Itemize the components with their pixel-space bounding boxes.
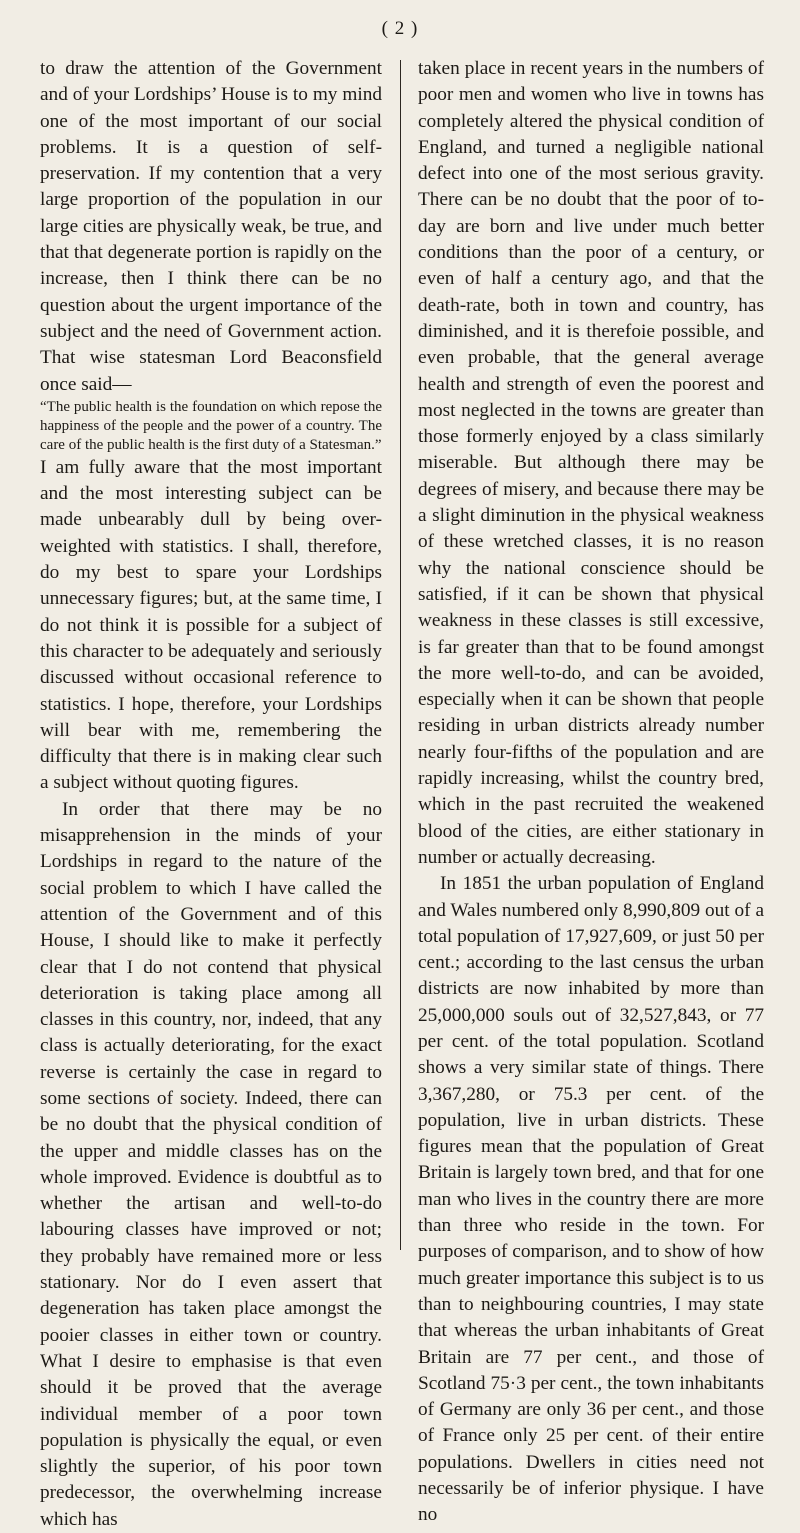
right-column bbox=[418, 56, 764, 1529]
paragraph: I am fully aware that the most important and the most interesting subject can be made unbearably dull by being over-weighted with statistics. I shall, therefore, do my best to spare your Lordships unnecessary figures; but, at the same time, I do not think it is possible for a subject of this character to be adequately and seriously discussed without occasional reference to statistics. I hope, therefore, your Lordships will bear with me, remembering the difficulty that there is in making clear such a subject without quoting figures. bbox=[40, 456, 382, 794]
paragraph: In order that there may be no misapprehension in the minds of your Lordships in regard to the nature of the social problem to which I have called the attention of the Government and of this House, I should like to make it perfectly clear that I do not contend that physical deterioration is taking place among all classes in this country, nor, indeed, that any class is actually deteriorating, for the exact reverse is certainly the case in regard to some sections of society. Indeed, there can be no doubt that the physical condition of the upper and middle classes has on the whole improved. Evidence is doubtful as to whether the artisan and well-to-do labouring classes have improved or not; they probably have remained more or less stationary. Nor do I even assert that degeneration has taken place amongst the pooier classes in either town or country. What I desire to emphasise is that even should it be proved that the average individual member of a poor town population is physically the equal, or even slightly the superior, of his poor town predecessor, the overwhelming increase which has bbox=[40, 798, 382, 1530]
paragraph: to draw the attention of the Government and of your Lordships’ House is to my mind one of the most important of our social problems. It is a question of self-preservation. If my contention that a very large proportion of the population in our large cities are physically weak, be true, and that that degenerate portion is rapidly on the increase, then I think there can be no question about the urgent importance of the subject and the need of Government action. That wise statesman Lord Beaconsfield once said— bbox=[40, 58, 382, 395]
column-divider bbox=[400, 60, 401, 1250]
page-number: ( 2 ) bbox=[381, 18, 419, 39]
block-quote: “The public health is the foundation on which repose the happiness of the people and the power of a country. The care of the public health is the first duty of a Statesman.” bbox=[40, 398, 382, 453]
paragraph: taken place in recent years in the numbers of poor men and women who live in towns has completely altered the physical condition of England, and turned a negligible national defect into one of the most serious gravity. There can be no doubt that the poor of to-day are born and live under much better conditions than the poor of a century, or even of half a century ago, and that the death-rate, both in town and country, has diminished, and it is therefoie possible, and even probable, that the general average health and strength of even the poorest and most neglected in the towns are greater than those formerly enjoyed by a class similarly miserable. But although there may be degrees of misery, and because there may be a slight diminution in the physical weakness of these wretched classes, it is no reason why the national conscience should be satisfied, if it can be shown that physical weakness in these classes is still excessive, is far greater than that to be found amongst the more well-to-do, and can be avoided, especially when it can be shown that people residing in urban districts already number nearly four-fifths of the population and are rapidly increasing, whilst the country bred, which in the past recruited the weakened blood of the cities, are either stationary in number or actually decreasing. bbox=[418, 58, 764, 868]
paragraph: In 1851 the urban population of England and Wales numbered only 8,990,809 out of a total population of 17,927,609, or just 50 per cent.; according to the last census the urban districts are now inhabited by more than 25,000,000 souls out of 32,527,843, or 77 per cent. of the total population. Scotland shows a very similar state of things. There 3,367,280, or 75.3 per cent. of the population, live in urban districts. These figures mean that the population of Great Britain is largely town bred, and that for one man who lives in the country there are more than three who reside in the town. For purposes of comparison, and to show of how much greater importance this subject is to us than to neighbouring countries, I may state that whereas the urban inhabitants of Great Britain are 77 per cent., and those of Scotland 75·3 per cent., the town inhabitants of Germany are only 36 per cent., and those of France only 25 per cent. of their entire populations. Dwellers in cities need not necessarily be of inferior physique. I have no bbox=[418, 873, 764, 1526]
left-column bbox=[40, 56, 382, 1533]
